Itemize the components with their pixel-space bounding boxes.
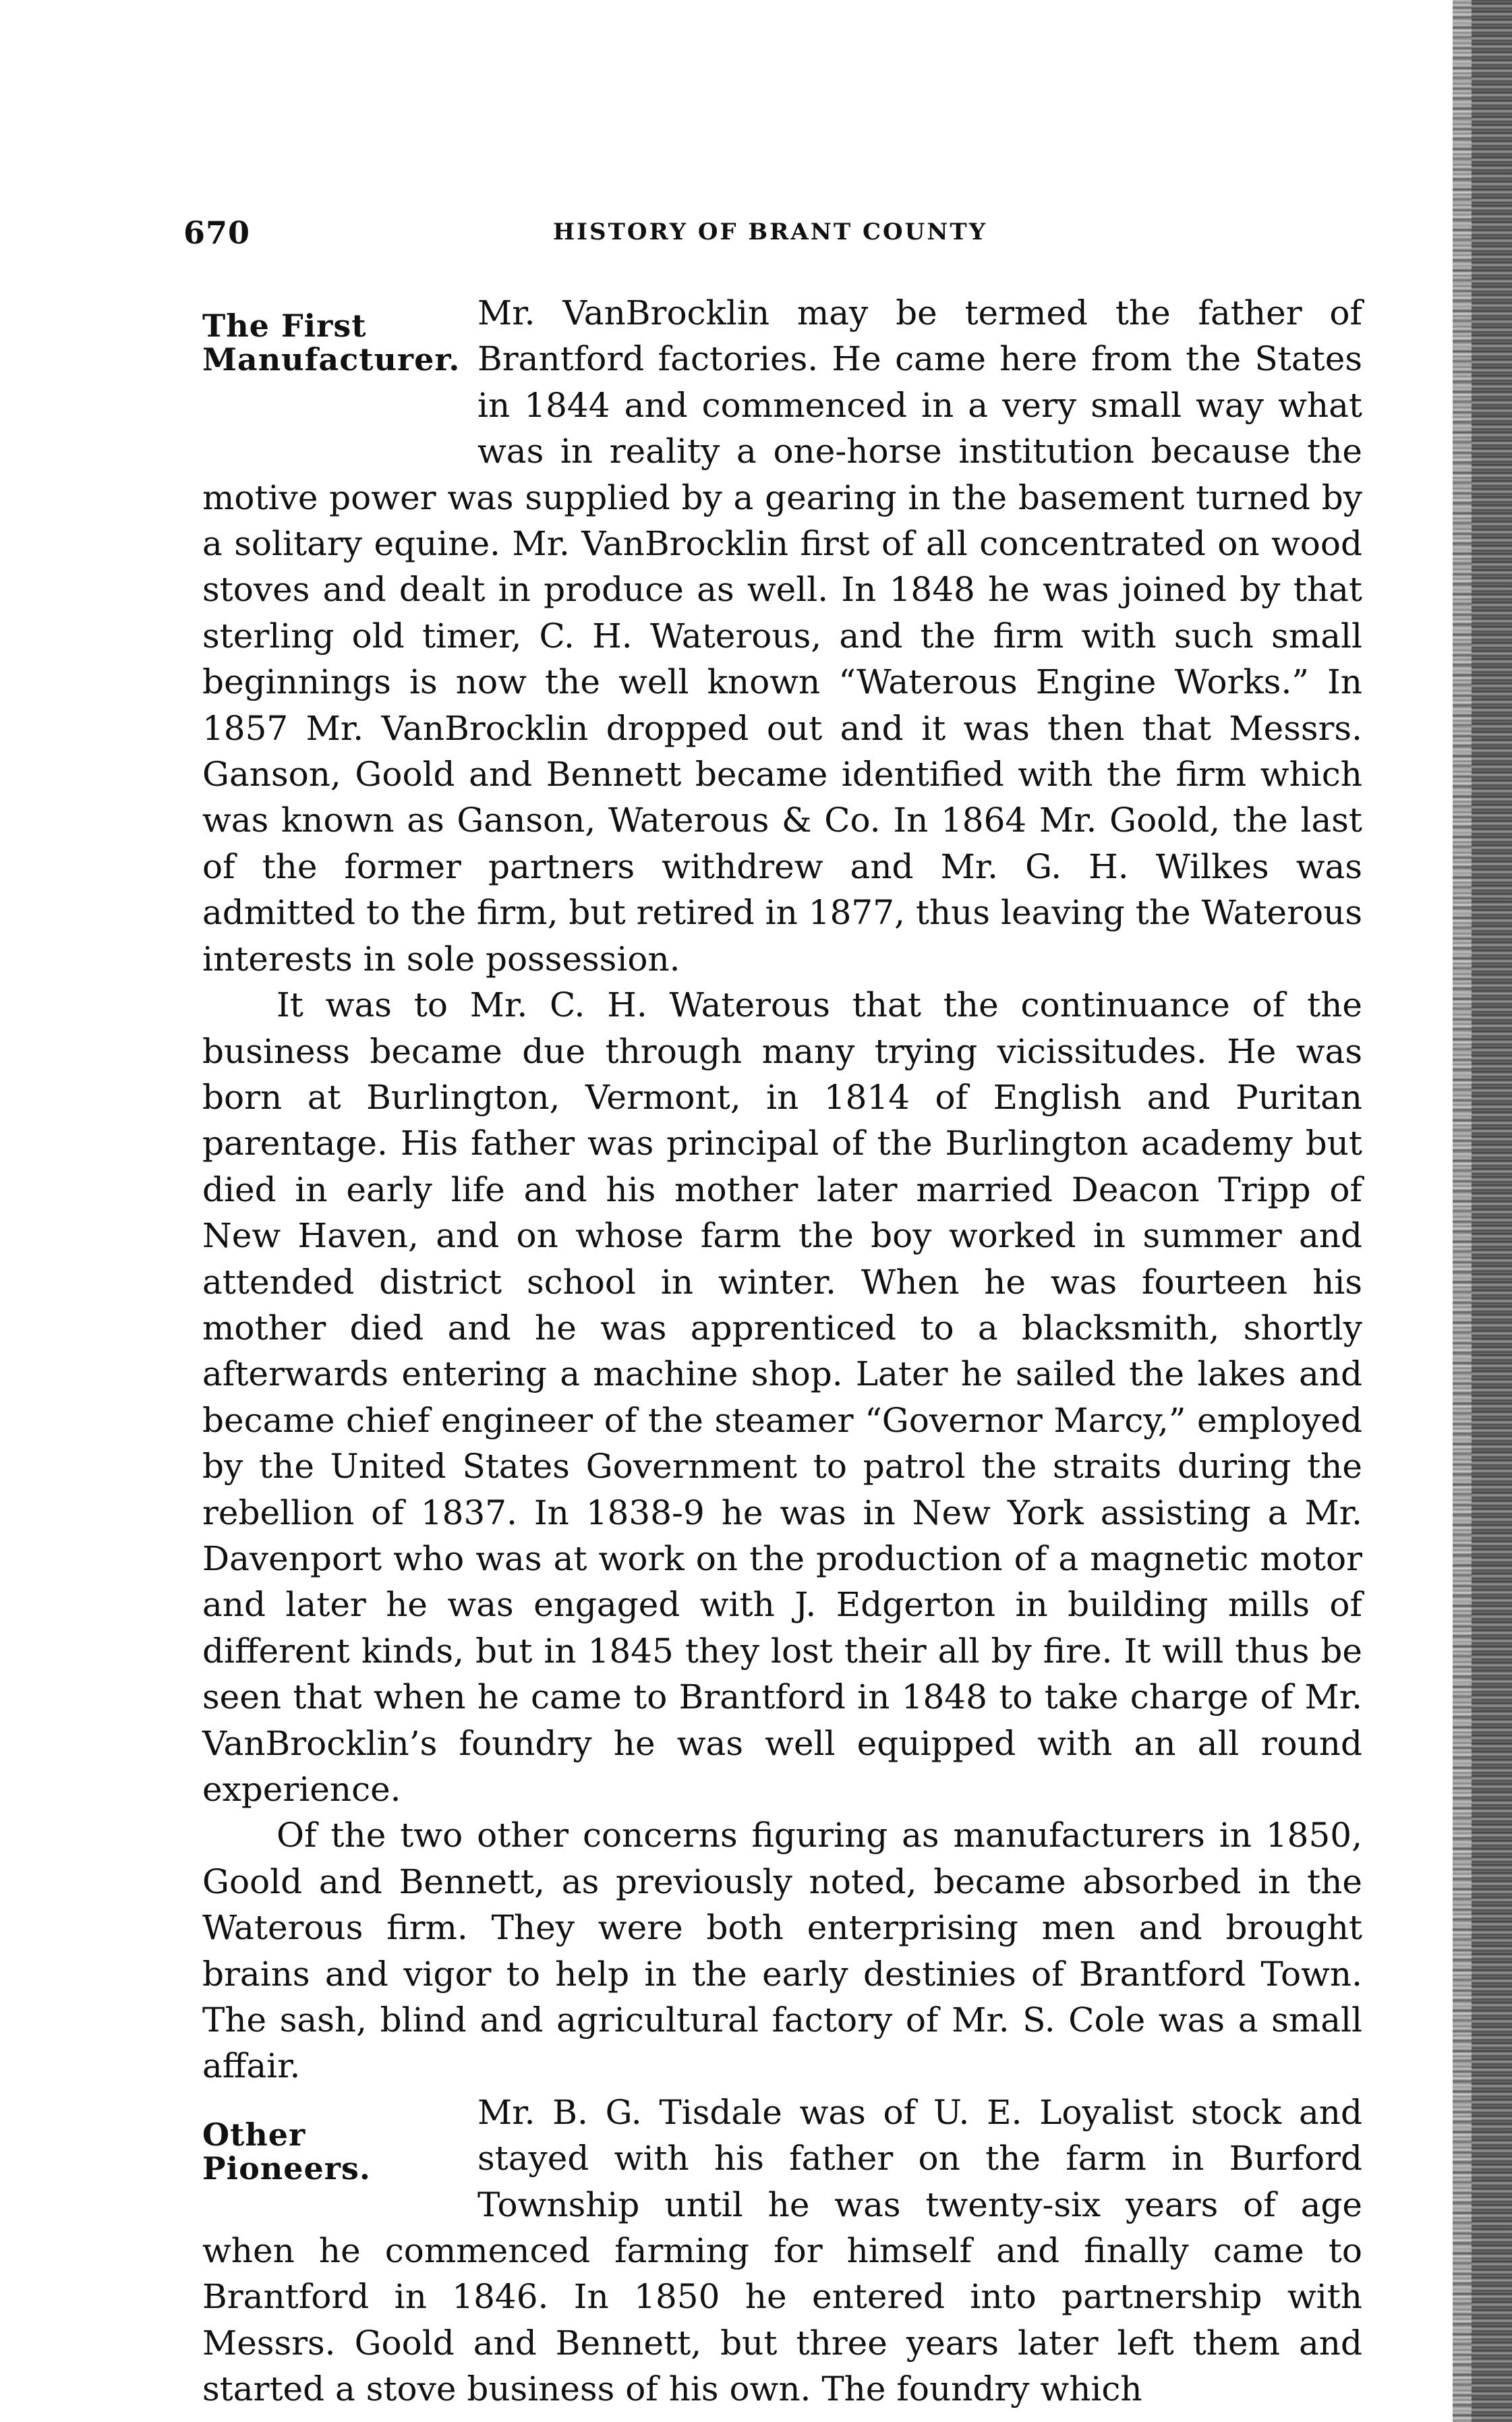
paragraph-other-pioneers bbox=[202, 2089, 1362, 2413]
paragraph-first-manufacturer bbox=[202, 290, 1362, 982]
scan-page-edge-texture bbox=[1453, 0, 1472, 2422]
scan-page-edge bbox=[1453, 0, 1512, 2422]
paragraph-text: Of the two other concerns figuring as manufacturers in 1850, Goold and Bennett, as previously noted, became absorbed in the Waterous firm. They were both enterprising men and brought brains and vigor to help in the early destinies of Brantford Town. The sash, blind and agricultural factory of Mr. S. Cole was a small affair. bbox=[202, 1816, 1362, 2086]
body-text bbox=[202, 290, 1362, 2413]
paragraph-waterous bbox=[202, 982, 1362, 1812]
page-number: 670 bbox=[183, 214, 251, 251]
paragraph-two-concerns bbox=[202, 1812, 1362, 2089]
paragraph-text: It was to Mr. C. H. Waterous that the continuance of the business became due through many trying vicissitudes. He was born at Burlington, Vermont, in 1814 of English and Puritan parentage. His father was principal of the Burlington academy but died in early life and his mother later married Deacon Tripp of New Haven, and on whose farm the boy worked in summer and attended district school in winter. When he was fourteen his mother died and he was apprenticed to a blacksmith, shortly afterwards entering a machine shop. Later he sailed the lakes and became chief engineer of the steamer “Governor Marcy,” employed by the United States Government to patrol the straits during the rebellion of 1837. In 1838-9 he was in New York assisting a Mr. Davenport who was at work on the production of a magnetic motor and later he was engaged with J. Edgerton in building mills of different kinds, but in 1845 they lost their all by fire. It will thus be seen that when he came to Brantford in 1848 to take charge of Mr. VanBrocklin’s foundry he was well equipped with an all round experience. bbox=[202, 985, 1362, 1809]
page-header bbox=[183, 214, 1357, 262]
running-title: HISTORY OF BRANT COUNTY bbox=[553, 219, 987, 246]
sidenote-other-pioneers: Other Pioneers. bbox=[202, 2116, 371, 2187]
paragraph-text: Mr. VanBrocklin may be termed the father of Brantford factories. He came here from the States in 1844 and commenced in a very small way what was in reality a one-horse institution because the motive power was supplied by a gearing in the basement turned by a solitary equine. Mr. VanBrocklin first of all concentrated on wood stoves and dealt in produce as well. In 1848 he was joined by that sterling old timer, C. H. Waterous, and the firm with such small beginnings is now the well known “Waterous Engine Works.” In 1857 Mr. VanBrocklin dropped out and it was then that Messrs. Ganson, Goold and Bennett became identified with the firm which was known as Ganson, Waterous & Co. In 1864 Mr. Goold, the last of the former partners withdrew and Mr. G. H. Wilkes was admitted to the firm, but retired in 1877, thus leaving the Waterous interests in sole possession. bbox=[202, 293, 1362, 979]
paragraph-text: Mr. B. G. Tisdale was of U. E. Loyalist stock and stayed with his father on the farm in Burford Township until he was twenty-six years of age when he commenced farming for himself and finally came to Brantford in 1846. In 1850 he entered into partnership with Messrs. Goold and Bennett, but three years later left them and started a stove business of his own. The foundry which bbox=[202, 2092, 1362, 2409]
sidenote-first-manufacturer: The First Manufacturer. bbox=[202, 308, 461, 378]
